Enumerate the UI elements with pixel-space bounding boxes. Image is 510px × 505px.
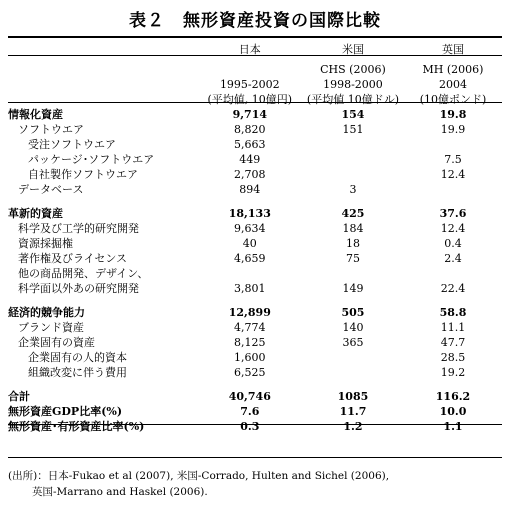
value-uk <box>404 266 502 281</box>
value-us: 18 <box>345 237 360 250</box>
value-us: 365 <box>342 336 364 349</box>
table-row <box>8 206 502 221</box>
value-uk <box>404 182 502 197</box>
value-us: 184 <box>342 222 364 235</box>
row-label: 無形資産GDP比率(%) <box>8 405 123 418</box>
col-country-japan: 日本 <box>238 43 261 56</box>
value-japan: 12,899 <box>228 306 271 319</box>
col-unit-uk: (10億ポンド) <box>419 93 487 106</box>
value-uk: 12.4 <box>440 222 466 235</box>
value-japan: 40 <box>242 237 257 250</box>
table-row <box>8 305 502 320</box>
col-period-us: 1998-2000 <box>323 78 383 91</box>
row-label: 情報化資産 <box>8 108 63 121</box>
value-us <box>302 167 404 182</box>
value-us: 1085 <box>337 390 369 403</box>
row-label: 経済的競争能力 <box>8 306 85 319</box>
row-spacer <box>8 197 502 206</box>
value-japan: 2,708 <box>234 168 266 181</box>
intangible-investment-table <box>8 42 502 434</box>
table-row <box>8 137 502 152</box>
col-country-uk: 英国 <box>442 43 464 56</box>
row-label: 革新的資産 <box>8 207 63 220</box>
value-us: 11.7 <box>339 405 367 418</box>
row-label: ブランド資産 <box>18 321 84 334</box>
row-spacer <box>8 296 502 305</box>
row-label: 合計 <box>8 390 30 403</box>
col-period-japan: 1995-2002 <box>219 78 280 91</box>
header-country-row <box>8 42 502 57</box>
col-period-uk: 2004 <box>439 78 467 91</box>
table-row <box>8 122 502 137</box>
col-source-us: CHS (2006) <box>320 63 386 76</box>
value-uk: 58.8 <box>439 306 467 319</box>
row-label: データベース <box>18 183 84 196</box>
value-uk: 11.1 <box>440 321 466 334</box>
value-us: 3 <box>349 183 357 196</box>
value-uk <box>404 137 502 152</box>
col-source-japan <box>198 62 302 77</box>
source-line-2: 英国-Marrano and Haskel (2006). <box>32 486 208 498</box>
value-japan <box>198 266 302 281</box>
value-japan: 3,801 <box>234 282 266 295</box>
table-row <box>8 320 502 335</box>
source-note <box>8 468 389 500</box>
table-row <box>8 389 502 404</box>
value-uk: 7.5 <box>444 153 462 166</box>
value-us: 154 <box>341 108 365 121</box>
value-japan: 7.6 <box>240 405 260 418</box>
value-uk: 37.6 <box>439 207 467 220</box>
row-spacer <box>8 380 502 389</box>
value-uk: 19.9 <box>440 123 466 136</box>
value-us: 149 <box>342 282 364 295</box>
row-label: 組織改変に伴う費用 <box>28 366 127 379</box>
value-japan: 894 <box>239 183 261 196</box>
value-us: 75 <box>345 252 360 265</box>
value-japan: 6,525 <box>234 366 266 379</box>
header-unit-row <box>8 92 502 107</box>
col-country-us: 米国 <box>341 43 364 56</box>
row-label: 資源採掘権 <box>18 237 73 250</box>
value-uk: 28.5 <box>440 351 466 364</box>
value-japan: 4,659 <box>234 252 266 265</box>
source-line-1: (出所)：日本-Fukao et al (2007), 米国-Corrado, Hulten and Sichel (2006), <box>8 470 390 482</box>
table-row <box>8 152 502 167</box>
value-uk: 19.8 <box>439 108 467 121</box>
row-label: 科学及び工学的研究開発 <box>18 222 139 235</box>
row-label: パッケージ･ソフトウエア <box>28 153 155 166</box>
value-japan: 8,125 <box>234 336 266 349</box>
row-label: 自社製作ソフトウエア <box>28 168 138 181</box>
value-uk: 22.4 <box>440 282 466 295</box>
value-uk: 116.2 <box>435 390 471 403</box>
value-us <box>302 152 404 167</box>
table-row <box>8 167 502 182</box>
value-japan: 9,634 <box>234 222 266 235</box>
header-source-row <box>8 62 502 77</box>
table-row <box>8 419 502 434</box>
row-label: 無形資産･有形資産比率(%) <box>8 420 145 433</box>
value-uk: 12.4 <box>440 168 466 181</box>
value-us: 151 <box>342 123 364 136</box>
table-title: 表２ 無形資産投資の国際比較 <box>129 11 381 31</box>
table-row <box>8 281 502 296</box>
table-row <box>8 107 502 122</box>
bottom-rule <box>8 457 502 458</box>
row-label: 科学面以外あの研究開発 <box>18 282 139 295</box>
value-us <box>302 137 404 152</box>
row-label: 著作権及びライセンス <box>18 252 128 265</box>
table-row <box>8 182 502 197</box>
value-japan: 4,774 <box>234 321 266 334</box>
col-unit-japan: (平均値, 10億円) <box>207 93 293 106</box>
row-label: 企業固有の資産 <box>18 336 95 349</box>
value-japan: 0.3 <box>240 420 260 433</box>
table-row <box>8 365 502 380</box>
value-us: 1.2 <box>343 420 363 433</box>
table-row <box>8 236 502 251</box>
value-japan: 18,133 <box>228 207 271 220</box>
table-row <box>8 404 502 419</box>
value-japan: 9,714 <box>232 108 268 121</box>
value-japan: 5,663 <box>234 138 266 151</box>
row-label: ソフトウエア <box>18 123 84 136</box>
row-label: 他の商品開発、デザイン、 <box>18 267 149 280</box>
row-label: 企業固有の人的資本 <box>28 351 127 364</box>
row-label: 受注ソフトウエア <box>28 138 116 151</box>
table-row <box>8 266 502 281</box>
value-uk: 1.1 <box>443 420 463 433</box>
value-uk: 47.7 <box>440 336 466 349</box>
value-us <box>302 365 404 380</box>
table-row <box>8 221 502 236</box>
value-uk: 2.4 <box>444 252 462 265</box>
col-unit-us: (平均値 10億ドル) <box>306 93 399 106</box>
value-us <box>302 266 404 281</box>
table-row <box>8 350 502 365</box>
value-japan: 449 <box>239 153 261 166</box>
value-us <box>302 350 404 365</box>
table-row <box>8 251 502 266</box>
value-uk: 19.2 <box>440 366 466 379</box>
col-source-uk: MH (2006) <box>422 63 484 76</box>
table-row <box>8 335 502 350</box>
value-japan: 1,600 <box>234 351 266 364</box>
top-rule <box>8 36 502 38</box>
value-us: 425 <box>341 207 365 220</box>
value-japan: 40,746 <box>228 390 271 403</box>
value-uk: 0.4 <box>444 237 462 250</box>
value-japan: 8,820 <box>234 123 266 136</box>
value-us: 140 <box>342 321 364 334</box>
value-uk: 10.0 <box>439 405 467 418</box>
header-period-row <box>8 77 502 92</box>
value-us: 505 <box>341 306 365 319</box>
